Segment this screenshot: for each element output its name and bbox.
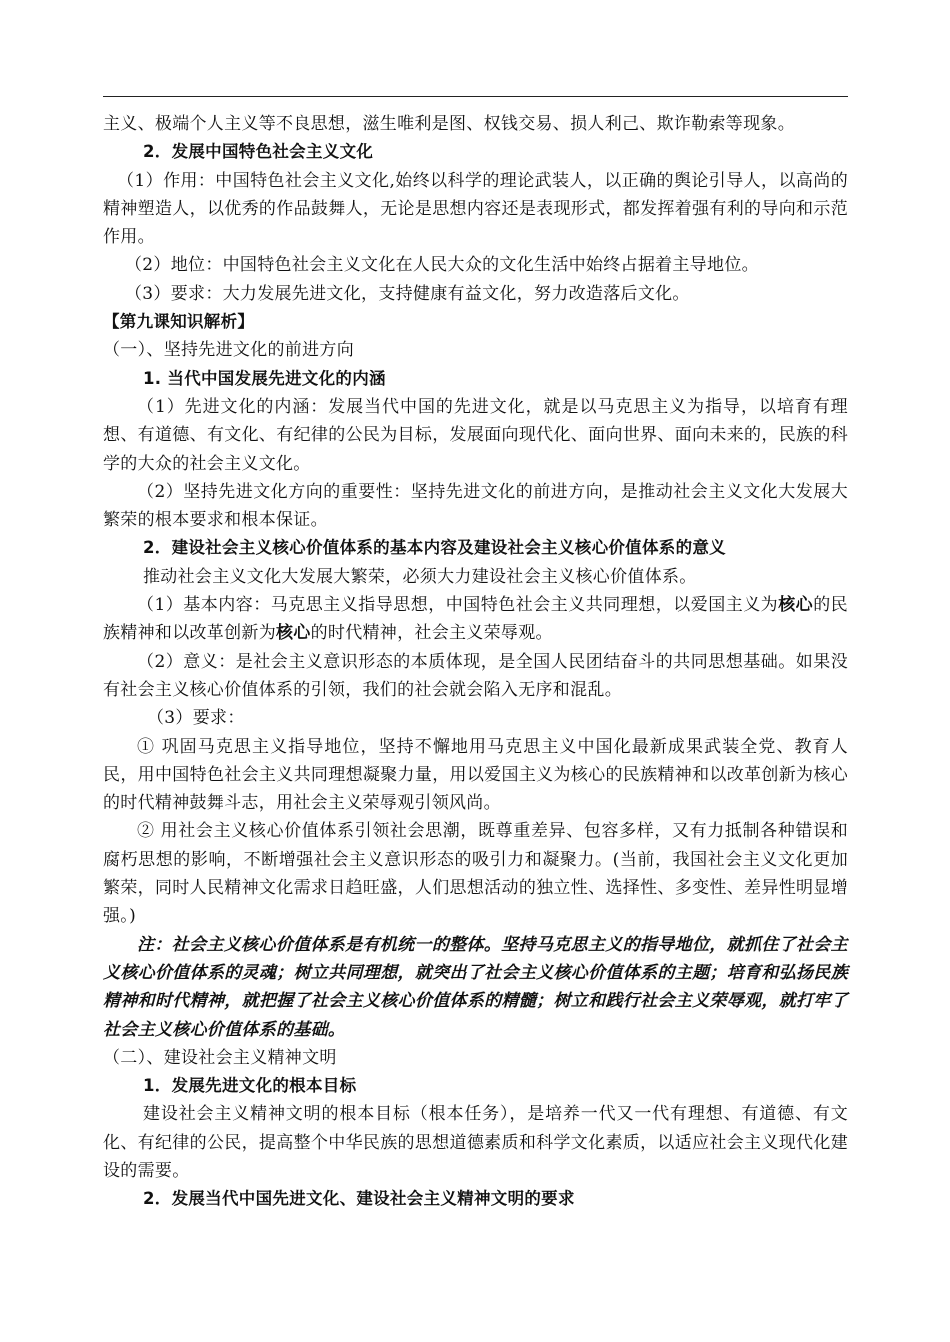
paragraph-role: （1）作用：中国特色社会主义文化,始终以科学的理论武装人，以正确的舆论引导人，以高尚的精神塑造人，以优秀的作品鼓舞人，无论是思想内容还是表现形式，都发挥着强有利的导向和示范作用。 <box>103 170 848 248</box>
paragraph-direction-importance: （2）坚持先进文化方向的重要性：坚持先进文化的前进方向，是推动社会主义文化大发展大繁荣的根本要求和根本保证。 <box>103 481 848 531</box>
header-rule <box>103 96 848 97</box>
heading-core-value-system: 2．建设社会主义核心价值体系的基本内容及建设社会主义核心价值体系的意义 <box>143 538 726 558</box>
basic-content-part-a: （1）基本内容：马克思主义指导思想，中国特色社会主义共同理想，以爱国主义为 <box>137 595 779 616</box>
basic-content-part-c: 的时代精神，社会主义荣辱观。 <box>310 623 553 644</box>
paragraph-requirement: （3）要求：大力发展先进文化，支持健康有益文化，努力改造落后文化。 <box>125 283 690 304</box>
paragraph-significance: （2）意义：是社会主义意识形态的本质体现，是全国人民团结奋斗的共同思想基础。如果没有社会主义核心价值体系的引领，我们的社会就会陷入无序和混乱。 <box>103 651 848 700</box>
paragraph-fundamental-goal: 建设社会主义精神文明的根本目标（根本任务），是培养一代又一代有理想、有道德、有文化、有纪律的公民，提高整个中华民族的思想道德素质和科学文化素质，以适应社会主义现代化建设的需要。 <box>103 1104 848 1181</box>
paragraph-requirements-label: （3）要求： <box>147 708 245 729</box>
heading-fundamental-goal: 1．发展先进文化的根本目标 <box>143 1076 357 1096</box>
list-item-lead-social-thought: ② 用社会主义核心价值体系引领社会思潮，既尊重差异、包容多样，又有力抵制各种错误和腐朽思想的影响，不断增强社会主义意识形态的吸引力和凝聚力。(当前，我国社会主义文化更加繁荣，同时人民精神文化需求日趋旺盛，人们思想活动的独立性、选择性、多变性、差异性明显增强。) <box>103 821 848 927</box>
paragraph-basic-content <box>103 591 848 648</box>
list-item-consolidate-marxism: ① 巩固马克思主义指导地位，坚持不懈地用马克思主义中国化最新成果武装全党、教育人民，用中国特色社会主义共同理想凝聚力量，用以爱国主义为核心的民族精神和以改革创新为核心的时代精神鼓舞斗志，用社会主义荣辱观引领风尚。 <box>103 736 848 814</box>
keyword-core-2: 核心 <box>276 623 311 644</box>
basic-content-part-b: 的民族精神和以改革创新为 <box>103 595 848 644</box>
heading-develop-socialist-culture: 2．发展中国特色社会主义文化 <box>143 142 374 162</box>
document-body <box>103 110 848 1214</box>
keyword-core-1: 核心 <box>778 595 814 616</box>
section-one-title: （一）、坚持先进文化的前进方向 <box>103 340 354 361</box>
paragraph-promote-culture: 推动社会主义文化大发展大繁荣，必须大力建设社会主义核心价值体系。 <box>143 566 697 587</box>
paragraph-advanced-culture-meaning: （1）先进文化的内涵：发展当代中国的先进文化，就是以马克思主义为指导，以培育有理想、有道德、有文化、有纪律的公民为目标，发展面向现代化、面向世界、面向未来的，民族的科学的大众的社会主义文化。 <box>103 396 848 474</box>
heading-advanced-culture-meaning: 1. 当代中国发展先进文化的内涵 <box>143 368 386 388</box>
heading-requirements-civilization: 2．发展当代中国先进文化、建设社会主义精神文明的要求 <box>143 1189 575 1209</box>
lesson-nine-title: 【第九课知识解析】 <box>103 312 255 332</box>
section-two-title: （二）、建设社会主义精神文明 <box>103 1047 337 1068</box>
paragraph-continuation: 主义、极端个人主义等不良思想，滋生唯利是图、权钱交易、损人利己、欺诈勒索等现象。 <box>103 114 795 134</box>
note-paragraph: 注：社会主义核心价值体系是有机统一的整体。坚持马克思主义的指导地位，就抓住了社会主义核心价值体系的灵魂；树立共同理想，就突出了社会主义核心价值体系的主题；培育和弘扬民族精神和时代精神，就把握了社会主义核心价值体系的精髓；树立和践行社会主义荣辱观，就打牢了社会主义核心价值体系的基础。 <box>103 934 848 1040</box>
paragraph-status: （2）地位：中国特色社会主义文化在人民大众的文化生活中始终占据着主导地位。 <box>125 255 759 276</box>
